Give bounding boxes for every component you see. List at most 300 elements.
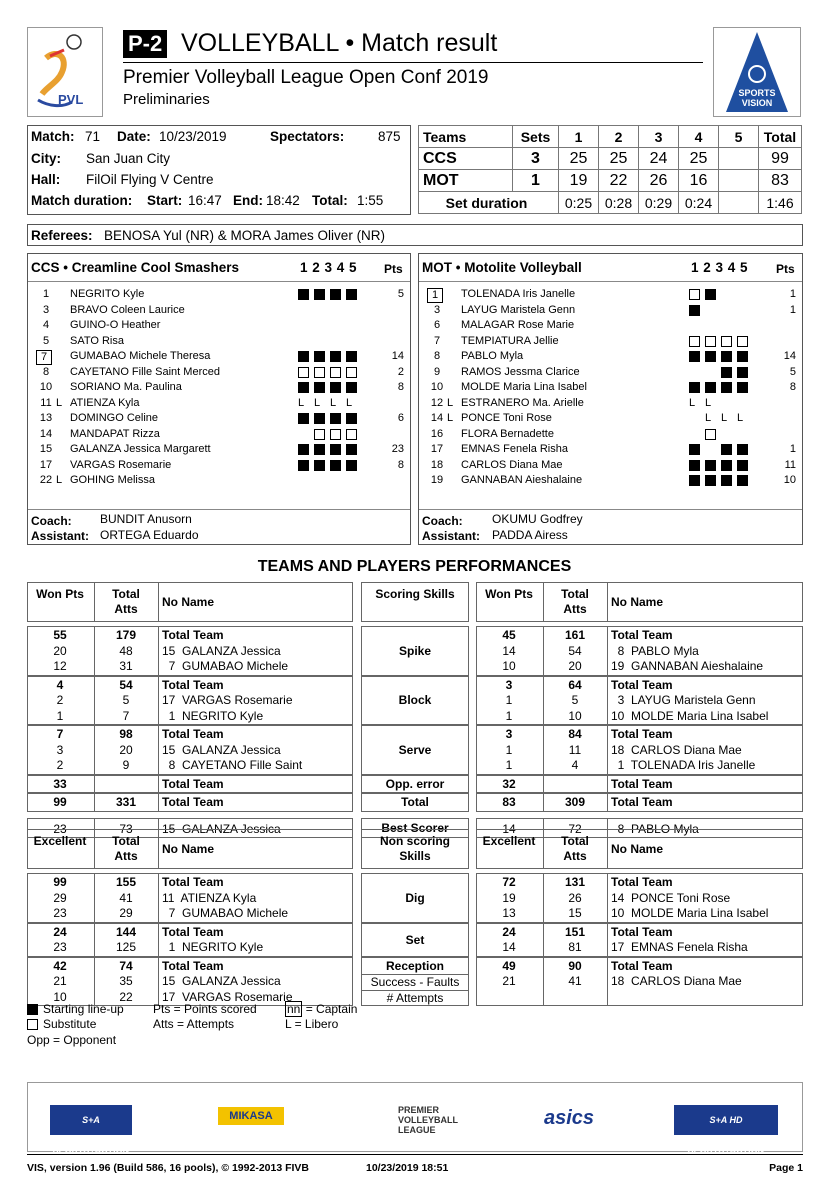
- score-row-ccs: [419, 148, 802, 170]
- coach-name: OKUMU Godfrey: [492, 512, 583, 526]
- atts-value: 331: [115, 795, 137, 809]
- skill-sub: # Attempts: [362, 990, 468, 1005]
- starting-square-icon: [330, 460, 341, 471]
- player-set-marks: [689, 334, 753, 349]
- sv-logo-text-2: VISION: [741, 98, 773, 108]
- skill-cell: [361, 923, 469, 957]
- col-divider: [607, 874, 608, 922]
- atts-value: 73: [119, 821, 133, 836]
- starting-square-icon: [298, 351, 309, 362]
- player-label: Total Team: [611, 875, 673, 889]
- won-value: 19: [502, 890, 516, 905]
- won-value: 3: [56, 742, 64, 757]
- atts-value: 98: [119, 727, 133, 741]
- skill-cell: [361, 626, 469, 676]
- starting-square-icon: [298, 382, 309, 393]
- name-header: No Name: [162, 842, 215, 856]
- total-duration: 1:46: [759, 192, 802, 214]
- name-header: No Name: [611, 842, 664, 856]
- player-number: 18: [430, 458, 444, 471]
- player-label: 8 PABLO Myla: [611, 643, 699, 658]
- total-score: 99: [759, 148, 802, 170]
- spectators-count: 875: [378, 129, 401, 144]
- page-badge: P-2: [123, 30, 167, 58]
- col-divider: [607, 583, 608, 621]
- player-label: 1 NEGRITO Kyle: [162, 940, 264, 954]
- competition-name: Premier Volleyball League Open Conf 2019: [123, 67, 489, 88]
- starting-square-icon: [721, 382, 732, 393]
- col-divider: [607, 776, 608, 793]
- player-name: CARLOS Diana Mae: [461, 458, 563, 471]
- set-duration: 0:25: [559, 192, 599, 214]
- perf-group-a: [27, 873, 353, 923]
- set-score: [719, 170, 759, 192]
- player-points: 11: [784, 458, 796, 471]
- won-value: 14: [502, 940, 516, 954]
- player-name: DOMINGO Celine: [70, 412, 159, 424]
- perf-group-a: [27, 775, 353, 794]
- substitute-square-icon: [346, 367, 357, 378]
- sponsor-asics-logo: asics: [544, 1107, 595, 1129]
- player-name: ATIENZA Kyla: [70, 396, 140, 409]
- skill-name: Block: [398, 693, 432, 708]
- atts-value: 10: [568, 708, 582, 723]
- coach-name: BUNDIT Anusorn: [100, 512, 192, 526]
- won-value: 49: [502, 958, 516, 973]
- starting-square-icon: [705, 460, 716, 471]
- col-divider: [94, 794, 95, 811]
- player-label: 14 PONCE Toni Rose: [611, 890, 731, 905]
- player-points: 5: [789, 365, 796, 378]
- player-name: PABLO Myla: [461, 350, 524, 362]
- score-header-set3: 3: [639, 126, 679, 148]
- player-label: Total Team: [611, 628, 673, 642]
- starting-square-icon: [737, 351, 748, 362]
- starting-square-icon: [689, 475, 700, 486]
- col-divider: [94, 726, 95, 774]
- col-divider: [94, 958, 95, 1006]
- player-label: 1 NEGRITO Kyle: [162, 708, 264, 723]
- hall-value: FilOil Flying V Centre: [86, 172, 214, 187]
- starting-square-icon: [705, 382, 716, 393]
- atts-value: 7: [122, 708, 130, 723]
- player-points: 1: [789, 288, 796, 300]
- col-divider: [158, 924, 159, 956]
- perf-group-b: [476, 793, 803, 812]
- col-divider: [94, 830, 95, 868]
- perf-best-b: [476, 818, 803, 838]
- perf-group-a: [27, 957, 353, 1007]
- won-value: 2: [56, 758, 64, 772]
- sv-logo-text-1: SPORTS: [738, 88, 776, 98]
- score-header-set4: 4: [679, 126, 719, 148]
- best-scorer-label: Best Scorer: [361, 818, 469, 838]
- legend-captain: [285, 1002, 357, 1016]
- player-points: 8: [397, 381, 404, 393]
- atts-value: 4: [571, 758, 579, 772]
- won-value: 4: [56, 677, 64, 692]
- player-label: 3 LAYUG Maristela Genn: [611, 693, 756, 707]
- perf-group-a: [27, 676, 353, 726]
- skill-cell: [361, 957, 469, 1007]
- skills-header: Non scoring Skills: [379, 834, 450, 863]
- player-number: 7: [36, 350, 52, 365]
- player-set-marks: [689, 473, 753, 488]
- player-name: ESTRANERO Ma. Arielle: [461, 396, 584, 409]
- set-score: 19: [559, 170, 599, 192]
- starting-square-icon: [27, 1004, 38, 1015]
- player-set-marks: [689, 396, 721, 411]
- legend-starting-text: Starting line-up: [43, 1002, 124, 1016]
- player-points: 1: [789, 303, 796, 316]
- won-value: 10: [53, 989, 67, 1004]
- sets-won: 3: [513, 148, 559, 170]
- starting-square-icon: [705, 351, 716, 362]
- starting-square-icon: [737, 475, 748, 486]
- sponsor-bar: [27, 1082, 803, 1155]
- atts-value: 5: [122, 693, 130, 707]
- perf-group-a: [27, 923, 353, 957]
- libero-mark: L: [737, 412, 744, 425]
- pvl-logo: [27, 27, 103, 117]
- player-label: 15 GALANZA Jessica: [162, 742, 281, 757]
- empty-slot: [689, 367, 700, 378]
- col-divider: [543, 677, 544, 725]
- starting-square-icon: [721, 351, 732, 362]
- player-name: LAYUG Maristela Genn: [461, 303, 576, 316]
- player-name: MOLDE Maria Lina Isabel: [461, 381, 587, 393]
- substitute-square-icon: [721, 336, 732, 347]
- won-value: 23: [53, 940, 67, 954]
- player-label: 11 ATIENZA Kyla: [162, 890, 257, 905]
- assistant-name: PADDA Airess: [492, 528, 568, 542]
- player-number: 1: [42, 288, 50, 300]
- player-label: 18 CARLOS Diana Mae: [611, 742, 742, 757]
- player-name: NEGRITO Kyle: [70, 288, 145, 300]
- atts-value: 31: [119, 659, 133, 673]
- player-number: 7: [433, 334, 441, 347]
- assistant-label: Assistant:: [422, 529, 481, 543]
- won-value: 1: [56, 708, 64, 723]
- total-score: 83: [759, 170, 802, 192]
- atts-value: 72: [568, 821, 582, 836]
- player-number: 17: [430, 443, 444, 455]
- score-row-mot: [419, 170, 802, 192]
- player-number: 22: [39, 474, 53, 486]
- atts-value: 35: [119, 974, 133, 988]
- starting-square-icon: [330, 444, 341, 455]
- player-name: GOHING Melissa: [70, 474, 155, 486]
- empty-slot: [689, 413, 700, 424]
- referees-text: BENOSA Yul (NR) & MORA James Oliver (NR): [104, 228, 386, 243]
- player-name: GANNABAN Aieshalaine: [461, 474, 583, 486]
- won-header: Won Pts: [36, 587, 84, 601]
- col-divider: [158, 726, 159, 774]
- player-label: Total Team: [162, 628, 224, 642]
- skill-cell: [361, 793, 469, 812]
- player-name: VARGAS Rosemarie: [70, 458, 172, 471]
- won-header: Excellent: [33, 834, 87, 848]
- player-number: 6: [433, 319, 441, 331]
- captain-box: nn: [287, 1002, 301, 1016]
- empty-slot: [298, 429, 309, 440]
- col-divider: [94, 677, 95, 725]
- skill-name: Reception: [385, 958, 444, 973]
- won-value: 55: [53, 628, 67, 642]
- won-value: 33: [53, 776, 67, 791]
- libero-mark: L: [298, 396, 305, 409]
- starting-square-icon: [314, 351, 325, 362]
- atts-value: 90: [568, 958, 582, 973]
- starting-square-icon: [737, 460, 748, 471]
- player-number: 1: [427, 288, 443, 303]
- player-set-marks: [689, 411, 753, 426]
- player-label: Total Team: [611, 776, 673, 791]
- player-label: 17 VARGAS Rosemarie: [162, 693, 293, 707]
- col-divider: [543, 627, 544, 675]
- col-divider: [94, 627, 95, 675]
- player-set-marks: [298, 458, 362, 473]
- perf-group-b: [476, 676, 803, 726]
- score-header-set2: 2: [599, 126, 639, 148]
- won-value: 14: [502, 643, 516, 658]
- won-value: 24: [502, 924, 516, 939]
- won-value: 12: [53, 659, 67, 673]
- col-divider: [94, 819, 95, 837]
- won-value: 3: [505, 677, 513, 692]
- player-number: 8: [42, 365, 50, 378]
- starting-square-icon: [346, 444, 357, 455]
- player-name: GALANZA Jessica Margarett: [70, 443, 211, 455]
- skill-name: Total: [401, 795, 429, 810]
- won-value: 83: [502, 795, 516, 809]
- total-label: Total:: [312, 193, 348, 208]
- player-number: 3: [42, 303, 50, 316]
- player-label: Total Team: [162, 875, 224, 889]
- name-header: No Name: [611, 595, 664, 609]
- player-number: 12: [430, 396, 444, 409]
- player-points: 5: [397, 288, 404, 300]
- skill-name: Spike: [398, 643, 431, 658]
- player-number: 15: [39, 443, 53, 455]
- empty-slot: [689, 429, 700, 440]
- atts-value: 125: [115, 940, 137, 954]
- roster-divider: [419, 281, 802, 282]
- atts-value: 26: [568, 890, 582, 905]
- libero-mark: L: [314, 396, 321, 409]
- starting-square-icon: [705, 289, 716, 300]
- starting-square-icon: [346, 289, 357, 300]
- atts-value: 155: [115, 875, 137, 889]
- won-value: 1: [505, 742, 513, 757]
- libero-mark: L: [346, 396, 353, 409]
- skill-name: Serve: [398, 742, 432, 757]
- perf-header: [27, 829, 353, 869]
- col-divider: [607, 794, 608, 811]
- player-set-marks: [298, 442, 362, 457]
- player-number: 10: [430, 381, 444, 393]
- atts-value: 5: [571, 693, 579, 707]
- player-name: CAYETANO Fille Saint Merced: [70, 365, 220, 378]
- header-divider: [123, 62, 703, 63]
- atts-value: 131: [564, 875, 586, 889]
- assistant-name: ORTEGA Eduardo: [100, 528, 199, 542]
- substitute-square-icon: [330, 367, 341, 378]
- player-label: Total Team: [611, 727, 673, 741]
- player-number: 10: [39, 381, 53, 393]
- starting-square-icon: [689, 351, 700, 362]
- starting-square-icon: [689, 444, 700, 455]
- atts-value: 15: [568, 906, 582, 920]
- player-points: 8: [789, 381, 796, 393]
- player-name: SORIANO Ma. Paulina: [70, 381, 182, 393]
- player-label: Total Team: [611, 924, 673, 939]
- empty-slot: [705, 367, 716, 378]
- col-divider: [543, 794, 544, 811]
- won-value: 29: [53, 890, 67, 905]
- substitute-square-icon: [689, 336, 700, 347]
- player-set-marks: [298, 287, 362, 302]
- player-points: 10: [783, 474, 796, 486]
- atts-value: 20: [568, 659, 582, 673]
- set-duration: [719, 192, 759, 214]
- assistant-label: Assistant:: [31, 529, 90, 543]
- set-score: 22: [599, 170, 639, 192]
- skill-cell: [361, 676, 469, 726]
- won-value: 72: [502, 875, 516, 889]
- player-number: 13: [39, 412, 53, 424]
- col-divider: [543, 583, 544, 621]
- coach-label: Coach:: [422, 514, 463, 528]
- atts-value: 41: [568, 974, 582, 988]
- starting-square-icon: [298, 444, 309, 455]
- col-divider: [607, 830, 608, 868]
- col-divider: [607, 726, 608, 774]
- atts-value: 144: [115, 924, 137, 939]
- substitute-square-icon: [705, 336, 716, 347]
- player-name: EMNAS Fenela Risha: [461, 443, 568, 455]
- player-set-marks: [689, 458, 753, 473]
- won-value: 24: [53, 924, 67, 939]
- player-label: 19 GANNABAN Aieshalaine: [611, 659, 764, 673]
- player-label: Total Team: [611, 677, 673, 692]
- footer-page: Page 1: [769, 1162, 803, 1174]
- starting-square-icon: [314, 289, 325, 300]
- perf-header: [476, 829, 803, 869]
- substitute-square-icon: [689, 289, 700, 300]
- player-label: Total Team: [162, 727, 224, 741]
- substitute-square-icon: [314, 367, 325, 378]
- score-header-teams: Teams: [419, 126, 513, 148]
- total-time: 1:55: [357, 193, 384, 208]
- libero-mark: L: [689, 396, 696, 409]
- won-header: Won Pts: [485, 587, 533, 601]
- atts-value: 179: [115, 628, 137, 642]
- won-value: 10: [502, 659, 516, 673]
- sponsor-pvl-logo: PREMIER VOLLEYBALL LEAGUE: [398, 1105, 458, 1135]
- perf-group-b: [476, 957, 803, 1007]
- player-set-marks: [689, 380, 753, 395]
- won-value: 21: [53, 974, 67, 988]
- starting-square-icon: [705, 475, 716, 486]
- starting-square-icon: [330, 351, 341, 362]
- col-divider: [543, 924, 544, 956]
- start-label: Start:: [147, 193, 183, 208]
- starting-square-icon: [689, 382, 700, 393]
- set-duration: 0:28: [599, 192, 639, 214]
- atts-value: 20: [119, 742, 133, 757]
- col-divider: [607, 958, 608, 1006]
- won-value: 1: [505, 758, 513, 772]
- perf-group-a: [27, 626, 353, 676]
- libero-flag: L: [447, 412, 454, 424]
- legend-starting: [27, 1002, 157, 1016]
- col-divider: [543, 830, 544, 868]
- team-b-name: MOT • Motolite Volleyball: [422, 260, 582, 275]
- skill-name: Dig: [405, 890, 425, 905]
- player-label: 15 GALANZA Jessica: [162, 643, 281, 658]
- libero-mark: L: [705, 412, 712, 425]
- atts-value: 151: [564, 924, 586, 939]
- player-set-marks: [689, 349, 753, 364]
- score-table: [418, 125, 802, 214]
- legend-substitute-text: Substitute: [43, 1017, 97, 1031]
- starting-square-icon: [721, 460, 732, 471]
- perf-best-a: [27, 818, 353, 838]
- player-number: 14: [39, 427, 53, 440]
- player-points: 1: [789, 443, 796, 455]
- won-value: 7: [56, 727, 64, 741]
- libero-mark: L: [705, 396, 712, 409]
- perf-group-b: [476, 923, 803, 957]
- legend-substitute: [27, 1017, 157, 1031]
- date-label: Date:: [117, 129, 151, 144]
- city-label: City:: [31, 151, 61, 166]
- player-label: Total Team: [162, 677, 224, 692]
- col-divider: [158, 583, 159, 621]
- libero-flag: L: [56, 474, 63, 486]
- won-value: 23: [53, 821, 67, 836]
- skill-name: Set: [405, 932, 425, 947]
- pts-header: Pts: [776, 262, 795, 276]
- sports-vision-logo: [713, 27, 801, 117]
- won-value: 21: [502, 974, 516, 988]
- legend-atts: Atts = Attempts: [153, 1017, 235, 1031]
- set-duration: 0:24: [679, 192, 719, 214]
- player-label: 17 EMNAS Fenela Risha: [611, 940, 748, 954]
- player-name: FLORA Bernadette: [461, 427, 554, 440]
- player-number: 5: [42, 334, 50, 347]
- end-time: 18:42: [266, 193, 300, 208]
- starting-square-icon: [346, 382, 357, 393]
- coach-label: Coach:: [31, 514, 72, 528]
- starting-square-icon: [314, 382, 325, 393]
- player-name: GUMABAO Michele Theresa: [70, 350, 211, 362]
- score-header-row: [419, 126, 802, 148]
- player-label: Total Team: [162, 924, 224, 939]
- team-b-roster: [418, 253, 803, 545]
- libero-flag: L: [56, 396, 63, 409]
- perf-group-b: [476, 775, 803, 794]
- score-header-set5: 5: [719, 126, 759, 148]
- legend-opp: Opp = Opponent: [27, 1033, 117, 1047]
- player-points: 6: [397, 412, 404, 424]
- col-divider: [94, 924, 95, 956]
- atts-value: 48: [119, 643, 133, 658]
- perf-header: [361, 582, 469, 622]
- won-value: 42: [53, 958, 67, 973]
- col-divider: [158, 776, 159, 793]
